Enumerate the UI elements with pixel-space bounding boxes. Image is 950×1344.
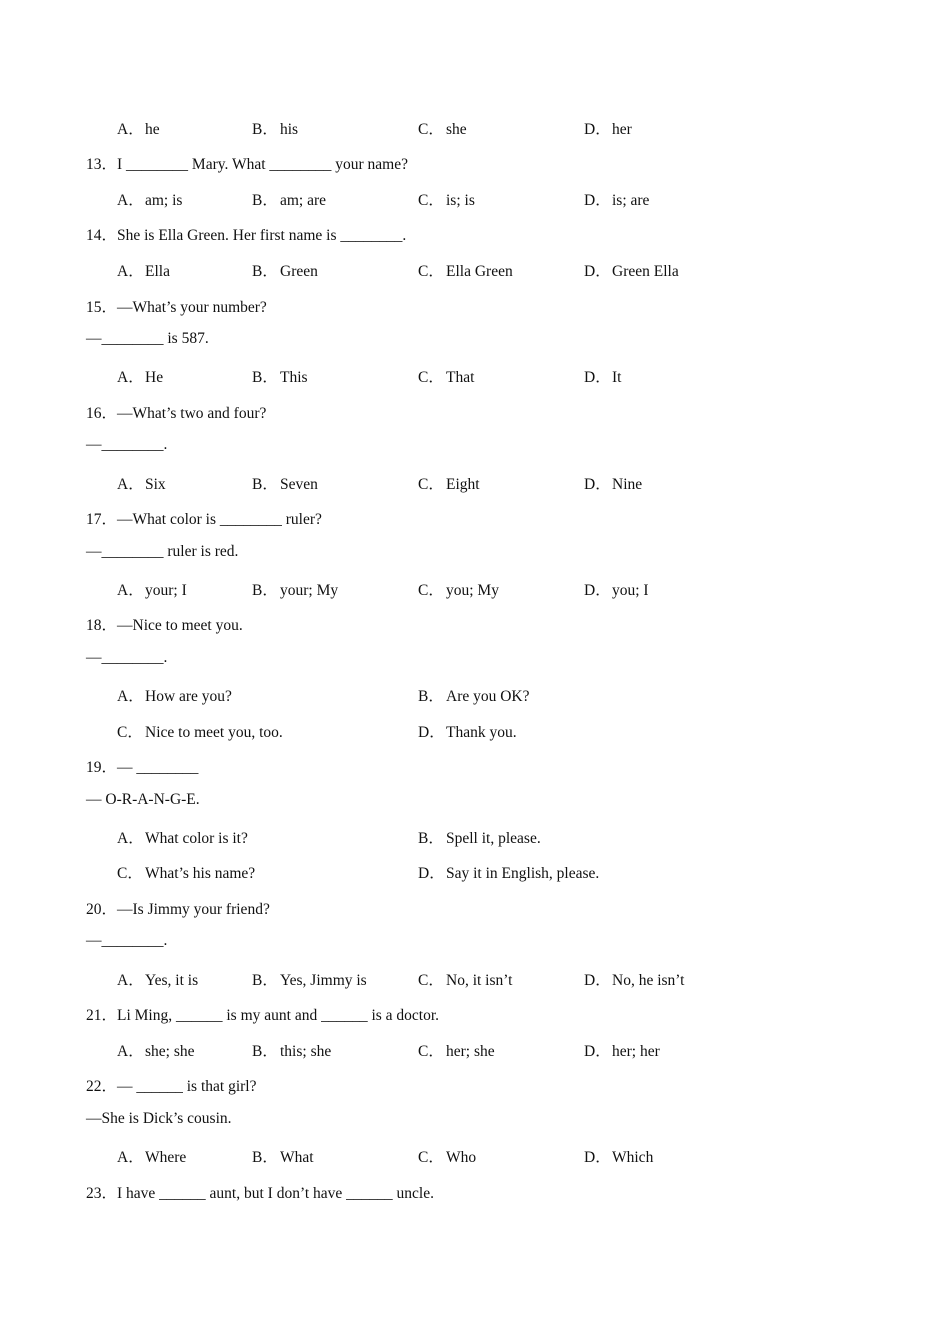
q17-option-b: B． your; My (252, 582, 339, 599)
q15-option-d: D．It (584, 369, 622, 386)
q19-option-b: B． Spell it, please. (418, 830, 541, 847)
q12-option-b: B． his (252, 121, 299, 138)
q19-option-c: C． What’s his name? (117, 865, 256, 882)
q20-answer-line: —________. (86, 932, 168, 949)
q12-option-d: D．her (584, 121, 632, 138)
q22-option-c: C． Who (418, 1149, 477, 1166)
q17-stem: 17．—What color is ________ ruler? (86, 511, 322, 528)
q22-answer-line: —She is Dick’s cousin. (86, 1110, 232, 1127)
q22-option-d: D．Which (584, 1149, 654, 1166)
q14-option-a: A．Ella (117, 263, 170, 280)
q18-stem: 18．—Nice to meet you. (86, 617, 243, 634)
q15-option-b: B． This (252, 369, 308, 386)
q16-stem: 16．—What’s two and four? (86, 405, 267, 422)
q13-option-a: A．am; is (117, 192, 183, 209)
q21-stem: 21．Li Ming, ______ is my aunt and ______ is a doctor. (86, 1007, 440, 1024)
q17-option-c: C． you; My (418, 582, 499, 599)
q13-option-c: C． is; is (418, 192, 475, 209)
q15-option-c: C． That (418, 369, 475, 386)
q16-option-d: D．Nine (584, 476, 643, 493)
q17-option-a: A．your; I (117, 582, 187, 599)
q21-option-b: B． this; she (252, 1043, 332, 1060)
q21-option-d: D．her; her (584, 1043, 660, 1060)
q18-option-c: C． Nice to meet you, too. (117, 724, 283, 741)
q20-stem: 20．—Is Jimmy your friend? (86, 901, 270, 918)
q20-option-c: C． No, it isn’t (418, 972, 513, 989)
q22-stem: 22．— ______ is that girl? (86, 1078, 257, 1095)
q13-option-d: D．is; are (584, 192, 650, 209)
q16-option-b: B． Seven (252, 476, 318, 493)
q22-option-a: A．Where (117, 1149, 187, 1166)
q18-option-a: A．How are you? (117, 688, 232, 705)
q14-option-c: C． Ella Green (418, 263, 513, 280)
q20-option-a: A．Yes, it is (117, 972, 199, 989)
q12-option-c: C． she (418, 121, 467, 138)
q13-option-b: B． am; are (252, 192, 327, 209)
q13-stem: 13．I ________ Mary. What ________ your name? (86, 156, 408, 173)
q17-answer-line: —________ ruler is red. (86, 543, 239, 560)
q16-option-a: A．Six (117, 476, 166, 493)
q19-option-d: D．Say it in English, please. (418, 865, 600, 882)
q21-option-a: A．she; she (117, 1043, 195, 1060)
q16-option-c: C． Eight (418, 476, 480, 493)
q14-stem: 14．She is Ella Green. Her first name is ________. (86, 227, 407, 244)
q14-option-d: D．Green Ella (584, 263, 679, 280)
q18-option-d: D．Thank you. (418, 724, 517, 741)
q17-option-d: D．you; I (584, 582, 649, 599)
q20-option-d: D．No, he isn’t (584, 972, 685, 989)
q20-option-b: B． Yes, Jimmy is (252, 972, 367, 989)
q14-option-b: B． Green (252, 263, 318, 280)
q12-option-a: A．he (117, 121, 160, 138)
q19-answer-line: — O-R-A-N-G-E. (86, 791, 200, 808)
q15-option-a: A．He (117, 369, 164, 386)
q21-option-c: C． her; she (418, 1043, 495, 1060)
q15-answer-line: —________ is 587. (86, 330, 209, 347)
q15-stem: 15．—What’s your number? (86, 299, 267, 316)
q23-stem: 23．I have ______ aunt, but I don’t have ______ uncle. (86, 1185, 434, 1202)
q18-answer-line: —________. (86, 649, 168, 666)
q22-option-b: B． What (252, 1149, 314, 1166)
q16-answer-line: —________. (86, 436, 168, 453)
q19-stem: 19．— ________ (86, 759, 199, 776)
q18-option-b: B． Are you OK? (418, 688, 530, 705)
q19-option-a: A．What color is it? (117, 830, 248, 847)
